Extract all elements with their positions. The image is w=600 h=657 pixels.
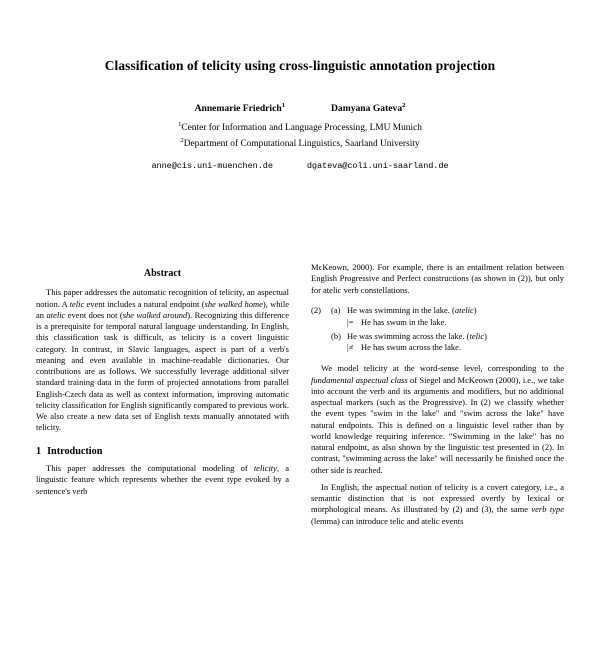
author-2 [331,102,405,114]
author-list [0,102,600,114]
affiliation-1-text: Center for Information and Language Processing, LMU Munich [181,122,422,133]
example-text-b-main: He was swimming across the lake. ( [347,330,470,341]
affiliation-2-text: Department of Computational Linguistics, Saarland University [183,139,420,150]
abstract-italic-1: telic [69,298,85,309]
example-item-b [311,331,564,343]
example-text-a-tail: ) [473,304,477,315]
intro-text-2: , a linguistic feature which represents whether the event type evoked by a sentence's verb [36,463,289,496]
entailment-text-a: He has swum in the lake. [361,316,447,327]
author-1 [195,102,285,114]
right-paragraph-2 [311,363,564,476]
example-text-a-italic: atelic [454,304,474,315]
right-p2-text-2: of Siegel and McKeown (2000), i.e., we take into account the verb and its arguments and modifiers, but no additional aspectual markers (such as the Progressive). In (2) we classify whether the event types "swim in the lake" and "swim across the lake" have natural endpoints. This is defined on a linguistic level rather than by world knowledge requiring inference. "Swimming in the lake" has no natural endpoint, as also shown by the linguistic test presented in (2). In contrast, "swimming across the lake" will necessarily be finished once the other side is reached. [311,374,565,475]
example-number: (2) [311,304,321,315]
affiliation-1-sup: 1 [178,120,182,128]
entailment-symbol-b: |≠ [347,342,354,353]
intro-paragraph [36,463,289,497]
right-p3-italic-1: verb type [531,504,564,515]
example-block [311,305,564,355]
example-entailment-a [347,317,564,329]
abstract-text-5: ). Recognizing this difference is a prerequisite for temporal natural language understanding. In English, this classification task is difficult, as telicity is a covert linguistic category. In contrast, in Slavic languages, aspect is part of a verb's meaning and even available in machine-readable dictionaries. Our contributions are as follows. We successfully leverage additional silver standard training data in the form of projected annotations from parallel English-Czech data as well as context information, improving automatic telicity classification for English significantly compared to previous work. We also create a new data set of English texts manually annotated with telicity. [36,309,289,433]
abstract-paragraph [36,287,289,433]
author-1-name: Annemarie Friedrich [194,103,282,115]
abstract-text-2: event includes a natural endpoint ( [84,298,205,309]
section-number: 1 [36,445,42,457]
intro-text-1: This paper addresses the computational modeling of [46,463,254,474]
entailment-symbol-a: |= [347,316,354,327]
example-text-b-italic: telic [469,330,485,341]
body-columns [36,262,564,527]
abstract-italic-3: atelic [46,309,66,320]
author-2-sup: 2 [402,102,406,110]
intro-italic-1: telicity [253,463,277,474]
example-label-a: (a) [331,304,341,315]
right-column [311,262,564,527]
right-paragraph-3 [311,482,564,527]
email-list [0,161,600,171]
abstract-italic-4: she walked around [122,309,188,320]
entailment-text-b: He has swum across the lake. [361,342,462,353]
abstract-text-4: event does not ( [65,309,123,320]
affiliation-2 [0,136,600,152]
email-1: anne@cis.uni-muenchen.de [151,161,273,172]
section-title: Introduction [47,445,103,457]
author-1-sup: 1 [281,102,285,110]
example-text-a [347,305,564,317]
left-column [36,262,289,527]
affiliation-2-sup: 2 [180,137,184,145]
right-p2-italic-1: fundamental aspectual class [311,374,408,385]
affiliation-1 [0,120,600,136]
abstract-text-3: ), while an [36,298,289,320]
abstract-heading: Abstract [143,268,182,279]
abstract-italic-2: she walked home [204,298,263,309]
example-item-a [311,305,564,317]
page-title: Classification of telicity using cross-linguistic annotation projection [104,58,496,73]
example-label-b: (b) [331,330,341,341]
section-heading-introduction [36,445,289,459]
example-text-b [347,331,564,343]
right-paragraph-1: McKeown, 2000). For example, there is an entailment relation between English Progressive and Perfect constructions (as shown in (2)), but only for atelic verb constellations. [311,262,564,295]
email-2: dgateva@coli.uni-saarland.de [306,161,449,172]
right-p3-text-2: (lemma) can introduce telic and atelic events [311,515,464,526]
right-p2-text-1: We model telicity at the word-sense level, corresponding to the [321,363,564,374]
paper-page [0,57,600,657]
abstract-text-1: This paper addresses the automatic recognition of telicity, an aspectual notion. A [36,287,289,309]
author-2-name: Damyana Gateva [330,103,403,115]
example-text-a-main: He was swimming in the lake. ( [347,304,455,315]
right-p3-text-1: In English, the aspectual notion of telicity is a covert category, i.e., a semantic distinction that is not expressed overtly by lexical or morphological means. As illustrated by (2) and (3), the same [311,481,564,515]
example-entailment-b [347,342,564,354]
example-text-b-tail: ) [484,330,487,341]
